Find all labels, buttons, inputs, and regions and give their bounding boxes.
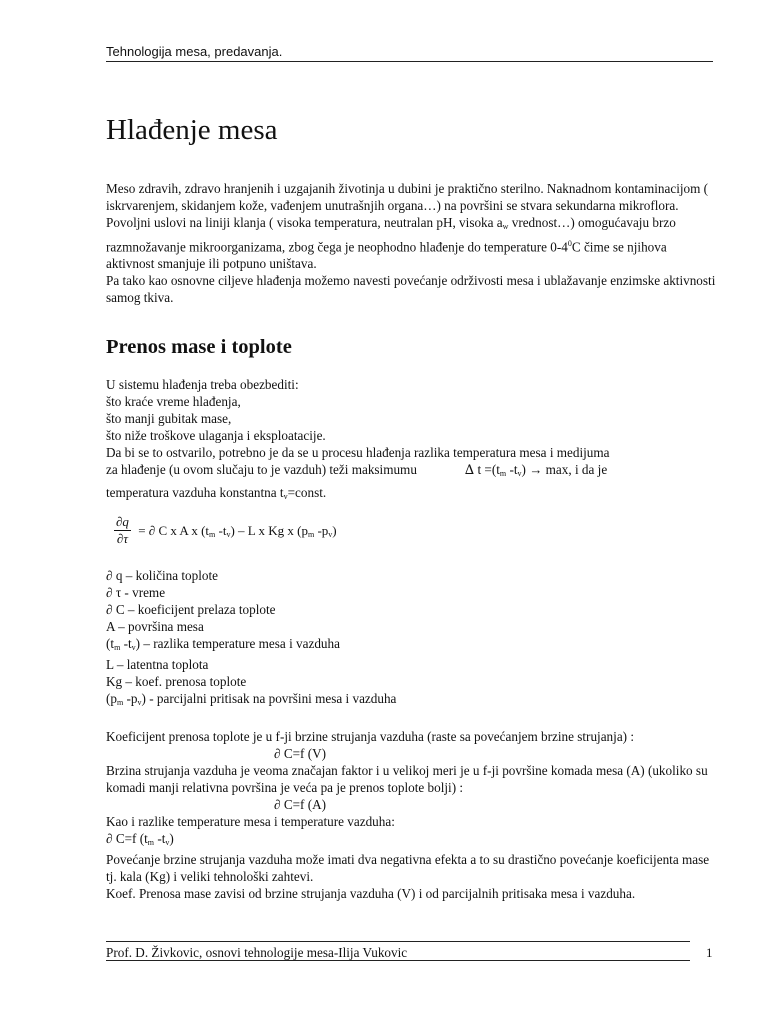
legend-a: A – površina mesa	[106, 619, 204, 634]
page-footer: Prof. D. Živkovic, osnovi tehnologije mesa-Ilija Vukovic	[106, 945, 408, 960]
fraction-denominator: ∂τ	[116, 531, 128, 546]
formula-rhs-d: -p	[314, 522, 329, 538]
subscript-v: v	[283, 492, 288, 501]
legend-l: L – latentna toplota	[106, 657, 209, 672]
section-line-2: što kraće vreme hlađenja,	[106, 394, 241, 409]
section-line-7	[106, 484, 716, 505]
water-activity-subscript: w	[502, 222, 509, 231]
fraction-numerator: ∂q	[116, 514, 129, 529]
header-rule	[106, 61, 713, 62]
section-line-7-end: =const.	[287, 485, 327, 500]
section-line-5: Da bi se to ostvarilo, potrebno je da se u procesu hlađenja razlika temperatura mesa i medijuma	[106, 445, 610, 460]
intro-p2-text-b: vrednost…) omogućavaju brzo razmnožavanje mikroorganizama, zbog čega je neophodno hlađenje do temperature 0-4	[106, 215, 676, 255]
delta-formula-a: t =(t	[477, 462, 500, 477]
legend-t-c: ) – razlika temperature mesa i vazduha	[135, 636, 340, 651]
section-line-6-text: za hlađenje (u ovom slučaju to je vazduh) teži maksimumu	[106, 462, 417, 477]
section-line-1: U sistemu hlađenja treba obezbediti:	[106, 377, 299, 392]
subscript-v: v	[226, 529, 231, 539]
subscript-v: v	[137, 698, 142, 707]
legend-tau: ∂ τ - vreme	[106, 585, 166, 600]
formula-rhs	[138, 523, 336, 538]
intro-p2-text-a: Povoljni uslovi na liniji klanja ( visoka temperatura, neutralan pH, visoka a	[106, 215, 503, 230]
section-title: Prenos mase i toplote	[106, 336, 292, 358]
legend-t-b: -t	[120, 636, 132, 651]
coef-formula-3-c: )	[169, 831, 174, 846]
coef-formula-3	[106, 830, 716, 851]
subscript-v: v	[165, 838, 170, 847]
legend-t	[106, 635, 716, 656]
formula-legend	[106, 567, 716, 711]
legend-p-c: ) - parcijalni pritisak na površini mesa i vazduha	[141, 691, 397, 706]
formula-rhs-e: )	[332, 522, 337, 538]
subscript-v: v	[131, 643, 136, 652]
legend-kg: Kg – koef. prenosa toplote	[106, 674, 247, 689]
coef-paragraph-2: Brzina strujanja vazduha je veoma značajan faktor i u velikoj meri je u f-ji površine komada mesa (A) (ukoliko su komadi manji relativna površina je veća pa je prenos toplote bolji) :	[106, 763, 708, 795]
section-body	[106, 376, 716, 505]
subscript-m: m	[307, 529, 315, 539]
page-title: Hlađenje mesa	[106, 114, 278, 146]
subscript-v: v	[517, 469, 522, 478]
subscript-m: m	[147, 838, 155, 847]
page-number: 1	[706, 945, 713, 960]
intro-paragraph-1: Meso zdravih, zdravo hranjenih i uzgajanih životinja u dubini je praktično sterilno. Naknadnom kontaminacijom ( iskrvarenjem, skidanjem kože, vađenjem unutrašnjih organa…) na površini se stvara sekundarna mikroflora.	[106, 181, 709, 213]
delta-icon: ∆	[464, 463, 475, 478]
delta-formula-c: ) → max, i da je	[521, 462, 608, 477]
formula-rhs-a: = ∂ C x A x (t	[138, 522, 210, 538]
coef-formula-3-b: -t	[154, 831, 166, 846]
degree-superscript: 0	[567, 239, 572, 248]
legend-c: ∂ C – koeficijent prelaza toplote	[106, 602, 276, 617]
coef-formula-1: ∂ C=f (V)	[274, 746, 327, 761]
coef-paragraph-4: Povećanje brzine strujanja vazduha može imati dva negativna efekta a to su drastično povećanje koeficijenta mase tj. kala (Kg) i veliki tehnološki zahtevi.	[106, 852, 710, 884]
coef-formula-3-a: ∂ C=f (t	[106, 831, 148, 846]
section-line-4: što niže troškove ulaganja i eksploatacije.	[106, 428, 326, 443]
coefficient-section	[106, 728, 716, 902]
formula-rhs-b: -t	[215, 522, 227, 538]
intro-p2-text-c: C čime se njihova aktivnost smanjuje ili potpuno uništava.	[106, 239, 667, 272]
subscript-v: v	[328, 529, 333, 539]
coef-paragraph-1: Koeficijent prenosa toplote je u f-ji brzine strujanja vazduha (raste sa povećanjem brzine strujanja) :	[106, 729, 635, 744]
legend-p-a: (p	[106, 691, 117, 706]
subscript-m: m	[114, 643, 121, 652]
subscript-m: m	[499, 469, 507, 478]
legend-p-b: -p	[123, 691, 138, 706]
subscript-m: m	[209, 529, 216, 539]
legend-t-a: (t	[106, 636, 115, 651]
intro-section	[106, 180, 716, 306]
legend-p	[106, 690, 716, 711]
coef-paragraph-3: Kao i razlike temperature mesa i temperature vazduha:	[106, 814, 395, 829]
section-line-6	[106, 461, 716, 482]
intro-paragraph-3: Pa tako kao osnovne ciljeve hlađenja možemo navesti povećanje održivosti mesa i ublažavanje enzimske aktivnosti samog tkiva.	[106, 273, 716, 306]
intro-paragraph-2	[106, 214, 716, 272]
section-line-7-text: temperatura vazduha konstantna t	[106, 485, 284, 500]
section-line-3: što manji gubitak mase,	[106, 411, 232, 426]
fraction	[114, 514, 131, 547]
coef-formula-2: ∂ C=f (A)	[274, 797, 327, 812]
legend-q: ∂ q – količina toplote	[106, 568, 218, 583]
coef-paragraph-5: Koef. Prenosa mase zavisi od brzine strujanja vazduha (V) i od parcijalnih pritisaka mesa i vazduha.	[106, 886, 636, 901]
delta-formula-b: -t	[506, 462, 518, 477]
heat-transfer-formula	[114, 514, 337, 547]
formula-rhs-c: ) – L x Kg x (p	[230, 522, 308, 538]
subscript-m: m	[117, 698, 124, 707]
footer-rule-bottom	[106, 960, 690, 961]
footer-rule-top	[106, 941, 690, 942]
running-header: Tehnologija mesa, predavanja.	[106, 44, 283, 59]
